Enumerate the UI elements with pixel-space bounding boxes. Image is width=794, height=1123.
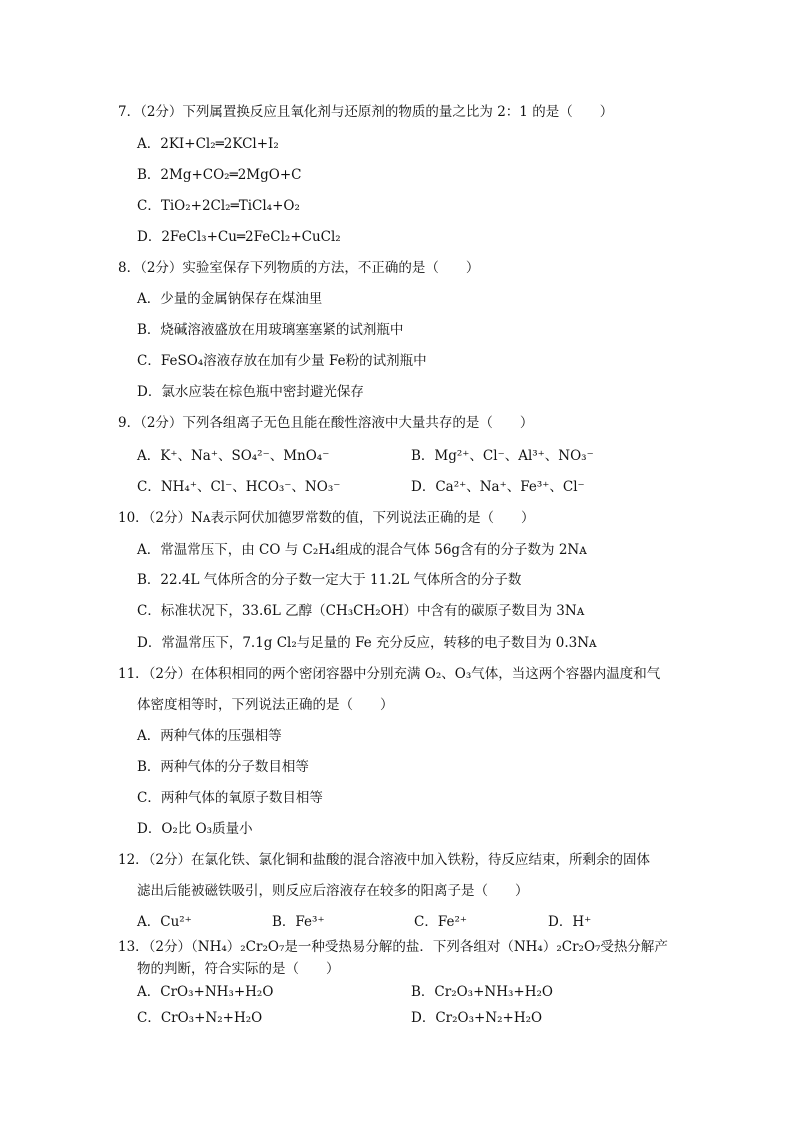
question-7-option-c: C．TiO₂+2Cl₂═TiCl₄+O₂ <box>137 198 300 214</box>
question-12-option-b: B．Fe³⁺ <box>272 914 325 930</box>
question-7-option-a: A．2KI+Cl₂═2KCl+I₂ <box>137 136 279 152</box>
question-7-option-d: D．2FeCl₃+Cu═2FeCl₂+CuCl₂ <box>137 229 341 245</box>
question-11-option-c: C．两种气体的氧原子数目相等 <box>137 790 323 806</box>
question-11-stem: 11．（2分）在体积相同的两个密闭容器中分别充满 O₂、O₃气体，当这两个容器内温度和气 <box>118 666 661 682</box>
question-7-stem: 7．（2分）下列属置换反应且氧化剂与还原剂的物质的量之比为 2：1 的是（ ） <box>118 104 614 120</box>
question-8-stem: 8．（2分）实验室保存下列物质的方法，不正确的是（ ） <box>118 260 480 276</box>
question-13-option-d: D．Cr₂O₃+N₂+H₂O <box>411 1010 543 1026</box>
question-12-option-c: C．Fe²⁺ <box>414 914 467 930</box>
question-11-option-a: A．两种气体的压强相等 <box>137 728 282 744</box>
question-13-stem-continued: 物的判断，符合实际的是（ ） <box>137 961 340 977</box>
question-9-option-b: B．Mg²⁺、Cl⁻、Al³⁺、NO₃⁻ <box>411 448 594 464</box>
question-11-option-d: D．O₂比 O₃质量小 <box>137 821 253 837</box>
question-11-option-b: B．两种气体的分子数目相等 <box>137 759 309 775</box>
question-9-option-d: D．Ca²⁺、Na⁺、Fe³⁺、Cl⁻ <box>411 479 585 495</box>
question-9-option-a: A．K⁺、Na⁺、SO₄²⁻、MnO₄⁻ <box>137 448 330 464</box>
question-10-option-c: C．标准状况下，33.6L 乙醇（CH₃CH₂OH）中含有的碳原子数目为 3Nᴀ <box>137 603 585 619</box>
question-12-option-a: A．Cu²⁺ <box>137 914 192 930</box>
question-11-stem-continued: 体密度相等时，下列说法正确的是（ ） <box>137 697 394 713</box>
question-8-option-a: A．少量的金属钠保存在煤油里 <box>137 291 323 307</box>
question-8-option-b: B．烧碱溶液盛放在用玻璃塞塞紧的试剂瓶中 <box>137 322 404 338</box>
question-9-stem: 9．（2分）下列各组离子无色且能在酸性溶液中大量共存的是（ ） <box>118 415 534 431</box>
question-12-option-d: D．H⁺ <box>548 914 592 930</box>
question-13-option-c: C．CrO₃+N₂+H₂O <box>137 1010 263 1026</box>
question-9-option-c: C．NH₄⁺、Cl⁻、HCO₃⁻、NO₃⁻ <box>137 479 341 495</box>
question-8-option-d: D．氯水应装在棕色瓶中密封避光保存 <box>137 384 364 400</box>
question-13-option-b: B．Cr₂O₃+NH₃+H₂O <box>411 984 553 1000</box>
question-12-stem-continued: 滤出后能被磁铁吸引，则反应后溶液存在较多的阳离子是（ ） <box>137 883 529 899</box>
question-10-stem: 10．（2分）Nᴀ表示阿伏加德罗常数的值，下列说法正确的是（ ） <box>118 510 535 526</box>
question-10-option-a: A．常温常压下，由 CO 与 C₂H₄组成的混合气体 56g含有的分子数为 2Nᴀ <box>137 542 587 558</box>
question-13-stem: 13．（2分）（NH₄）₂Cr₂O₇是一种受热易分解的盐．下列各组对（NH₄）₂Cr₂O₇受热分解产 <box>118 939 668 955</box>
question-7-option-b: B．2Mg+CO₂═2MgO+C <box>137 167 302 183</box>
question-13-option-a: A．CrO₃+NH₃+H₂O <box>137 984 274 1000</box>
question-8-option-c: C．FeSO₄溶液存放在加有少量 Fe粉的试剂瓶中 <box>137 353 427 369</box>
question-12-stem: 12．（2分）在氯化铁、氯化铜和盐酸的混合溶液中加入铁粉，待反应结束，所剩余的固体 <box>118 852 651 868</box>
question-10-option-b: B．22.4L 气体所含的分子数一定大于 11.2L 气体所含的分子数 <box>137 572 522 588</box>
question-10-option-d: D．常温常压下，7.1g Cl₂与足量的 Fe 充分反应，转移的电子数目为 0.3Nᴀ <box>137 635 597 651</box>
